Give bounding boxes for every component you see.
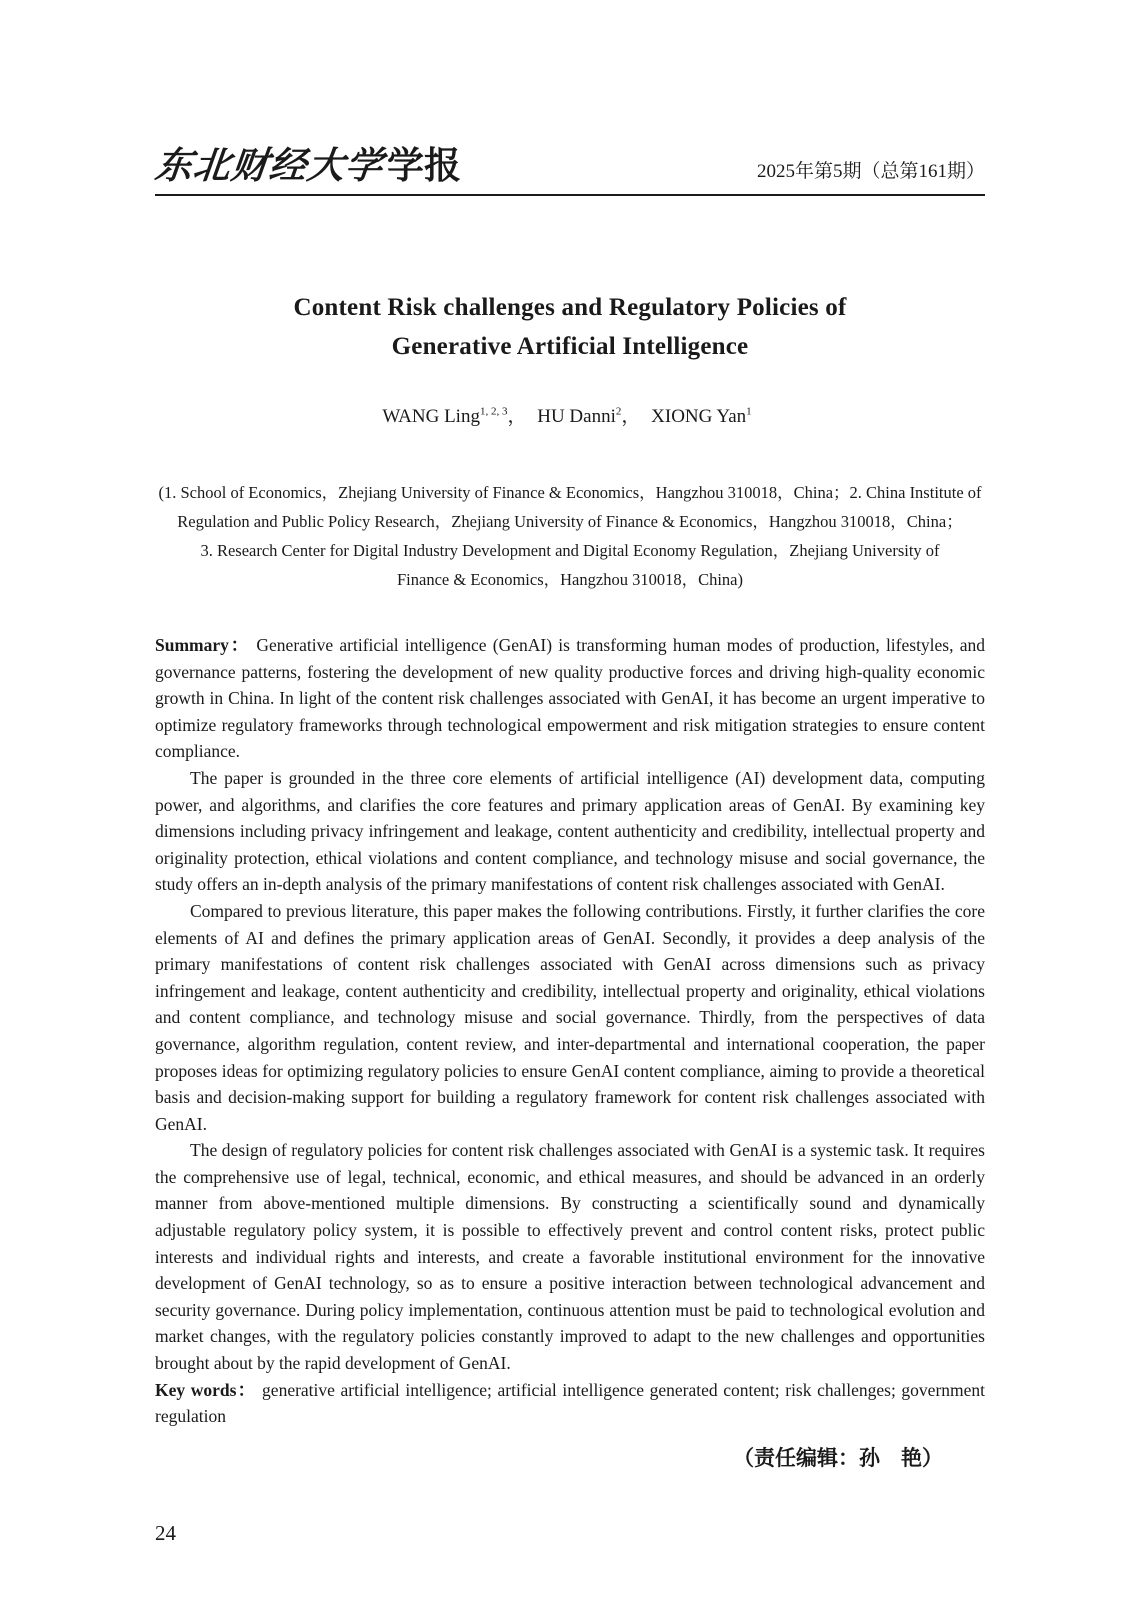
summary-text: Generative artificial intelligence (GenAI) is transforming human modes of production, lifestyles, and governance patterns, fostering the development of new quality productive forces and driving high-quality economic growth in China. In light of the content risk challenges associated with GenAI, it has become an urgent imperative to optimize regulatory frameworks through technological empowerment and risk mitigation strategies to ensure content compliance. bbox=[155, 635, 986, 762]
summary-label: Summary： bbox=[155, 635, 251, 655]
author-2-separator: ， bbox=[621, 406, 641, 427]
affiliation-line-3: 3. Research Center for Digital Industry Development and Digital Economy Regulation，Zhejiang University of bbox=[200, 541, 940, 560]
affiliation-line-1: (1. School of Economics，Zhejiang University of Finance & Economics，Hangzhou 310018，China；2. China Institute of bbox=[158, 483, 982, 502]
keywords-label: Key words： bbox=[155, 1379, 257, 1400]
author-1 bbox=[382, 406, 532, 427]
author-2 bbox=[537, 406, 646, 427]
author-3-superscript: 1 bbox=[746, 405, 752, 418]
title-line-2: Generative Artificial Intelligence bbox=[391, 333, 749, 360]
authors-line bbox=[155, 404, 985, 430]
article-title bbox=[155, 288, 985, 366]
abstract-paragraph-1: The paper is grounded in the three core elements of artificial intelligence (AI) development data, computing power, and algorithms, and clarifies the core features and primary application areas of GenAI. By examining key dimensions including privacy infringement and leakage, content authenticity and credibility, intellectual property and originality protection, ethical violations and content compliance, and technology misuse and social governance, the study offers an in-depth analysis of the primary manifestations of content risk challenges associated with GenAI. bbox=[155, 767, 985, 895]
affiliations bbox=[155, 478, 985, 594]
editor-note: （责任编辑：孙 艳） bbox=[733, 1446, 943, 1470]
summary-paragraph bbox=[155, 632, 985, 765]
abstract-paragraph-3: The design of regulatory policies for content risk challenges associated with GenAI is a systemic task. It requires the comprehensive use of legal, technical, economic, and ethical measures, and should be advanced in an orderly manner from above-mentioned multiple dimensions. By constructing a scientifically sound and dynamically adjustable regulatory policy system, it is possible to effectively prevent and control content risks, protect public interests and individual rights and interests, and create a favorable institutional environment for the innovative development of GenAI technology, so as to ensure a positive interaction between technological advancement and security governance. During policy implementation, continuous attention must be paid to technological evolution and market changes, with the regulatory policies constantly improved to adapt to the new challenges and opportunities brought about by the rapid development of GenAI. bbox=[155, 1140, 985, 1374]
author-2-superscript: 2 bbox=[615, 405, 622, 418]
abstract-paragraph-2: Compared to previous literature, this paper makes the following contributions. Firstly, it further clarifies the core elements of AI and defines the primary application areas of GenAI. Secondly, it provides a deep analysis of the primary manifestations of content risk challenges associated with GenAI across dimensions such as privacy infringement and leakage, content authenticity and credibility, intellectual property and originality, ethical violations and content compliance, and technology misuse and social governance. Thirdly, from the perspectives of data governance, algorithm regulation, content review, and inter-departmental and international cooperation, the paper proposes ideas for optimizing regulatory policies to ensure GenAI content compliance, aiming to provide a theoretical basis and decision-making support for building a regulatory framework for content risk challenges associated with GenAI. bbox=[155, 900, 985, 1134]
page-header bbox=[152, 0, 985, 196]
journal-logo-suffix: 学报 bbox=[387, 146, 461, 187]
journal-logo bbox=[152, 146, 461, 188]
abstract-section bbox=[155, 632, 985, 1430]
author-3-name: XIONG Yan bbox=[651, 406, 747, 427]
keywords-text: generative artificial intelligence; artificial intelligence generated content; risk challenges; government regulation bbox=[155, 1379, 986, 1427]
author-1-name: WANG Ling bbox=[382, 406, 480, 427]
author-2-name: HU Danni bbox=[537, 406, 616, 427]
title-line-1: Content Risk challenges and Regulatory Policies of bbox=[293, 294, 847, 321]
author-1-separator: ， bbox=[507, 406, 527, 427]
journal-logo-calligraphy: 东北财经大学 bbox=[152, 146, 386, 187]
affiliation-line-2: Regulation and Public Policy Research，Zhejiang University of Finance & Economics，Hangzhou 310018，China； bbox=[177, 512, 963, 531]
author-3 bbox=[651, 406, 758, 427]
affiliation-line-4: Finance & Economics，Hangzhou 310018，China) bbox=[397, 570, 743, 589]
keywords-paragraph bbox=[155, 1377, 985, 1430]
issue-info: 2025年第5期（总第161期） bbox=[756, 161, 985, 182]
page-number: 24 bbox=[155, 1520, 176, 1545]
author-1-superscript: 1, 2, 3 bbox=[479, 405, 508, 418]
